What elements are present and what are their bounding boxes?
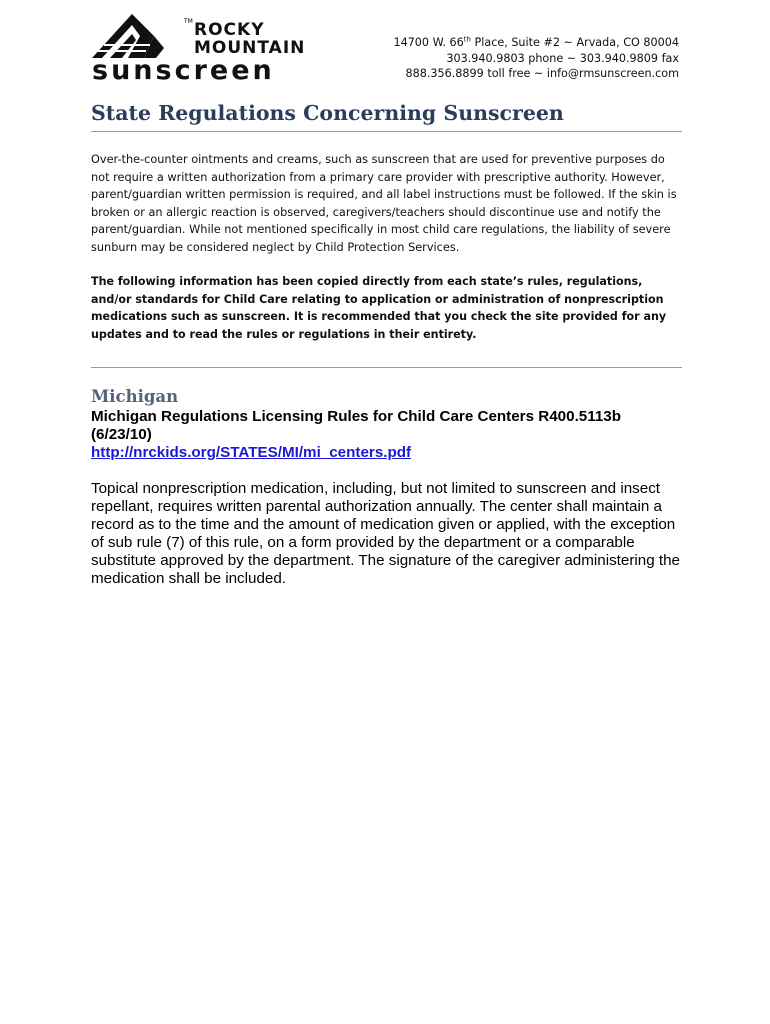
contact-tollfree-email: 888.356.8899 toll free ~ info@rmsunscreen.com xyxy=(405,67,679,80)
contact-info xyxy=(393,35,679,82)
regulation-title: Michigan Regulations Licensing Rules for Child Care Centers R400.5113b (6/23/10) xyxy=(91,408,622,443)
title-divider xyxy=(91,131,682,132)
section-divider xyxy=(91,367,682,368)
logo-text-sunscreen: sunscreen xyxy=(92,55,275,86)
state-heading: Michigan xyxy=(91,387,179,406)
company-logo xyxy=(92,10,322,86)
trademark-mark: TM xyxy=(184,18,193,25)
logo-text-rocky: ROCKY xyxy=(194,20,265,40)
regulation-link[interactable]: http://nrckids.org/STATES/MI/mi_centers.pdf xyxy=(91,444,412,461)
mountain-logo-icon xyxy=(92,14,192,58)
contact-address: 14700 W. 66th Place, Suite #2 ~ Arvada, CO 80004 xyxy=(393,35,679,49)
intro-paragraph: Over-the-counter ointments and creams, such as sunscreen that are used for preventive purposes do not require a written authorization from a primary care provider with prescriptive authority. However, parent/guardian written permission is required, and all label instructions must be followed. If the skin is broken or an allergic reaction is observed, caregivers/teachers should discontinue use and notify the parent/guardian. While not mentioned specifically in most child care regulations, the liability of severe sunburn may be considered neglect by Child Protection Services. xyxy=(91,153,677,254)
logo-text-mountain: MOUNTAIN xyxy=(194,38,306,58)
regulation-text: Topical nonprescription medication, including, but not limited to sunscreen and insect repellant, requires written parental authorization annually. The center shall maintain a record as to the time and the amount of medication given or applied, with the exception of sub rule (7) of this rule, on a form provided by the department or a comparable substitute approved by the department. The signature of the caregiver administering the medication shall be included. xyxy=(91,480,681,587)
contact-phones: 303.940.9803 phone ~ 303.940.9809 fax xyxy=(446,51,679,65)
page-title: State Regulations Concerning Sunscreen xyxy=(91,101,564,125)
notice-paragraph: The following information has been copied directly from each state’s rules, regulations, and/or standards for Child Care relating to application or administration of nonprescription medications such as sunscreen. It is recommended that you check the site provided for any updates and to read the rules or regulations in their entirety. xyxy=(91,275,667,341)
